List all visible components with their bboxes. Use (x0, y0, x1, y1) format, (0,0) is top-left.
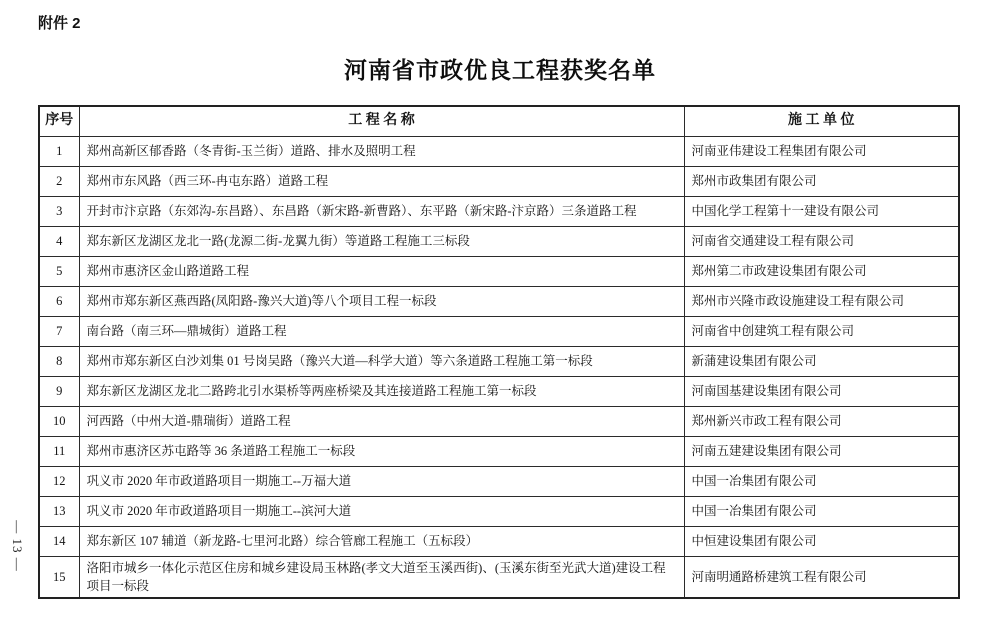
table-cell-no: 4 (39, 226, 79, 256)
table-cell-company: 郑州市政集团有限公司 (684, 166, 959, 196)
table-row (39, 466, 959, 496)
table-cell-company: 中恒建设集团有限公司 (684, 526, 959, 556)
table-cell-no: 8 (39, 346, 79, 376)
award-table (38, 105, 960, 599)
table-cell-project: 河西路（中州大道-鼎瑞街）道路工程 (79, 406, 684, 436)
table-row (39, 376, 959, 406)
page-title: 河南省市政优良工程获奖名单 (344, 57, 656, 83)
column-header-project: 工 程 名 称 (79, 106, 684, 136)
table-row (39, 166, 959, 196)
table-cell-no: 14 (39, 526, 79, 556)
table-cell-no: 3 (39, 196, 79, 226)
table-cell-no: 6 (39, 286, 79, 316)
table-row (39, 196, 959, 226)
page-number: — 13 — (10, 520, 25, 572)
table-row (39, 346, 959, 376)
column-header-no: 序号 (39, 106, 79, 136)
table-cell-project: 郑东新区 107 辅道（新龙路-七里河北路）综合管廊工程施工（五标段） (79, 526, 684, 556)
table-row (39, 496, 959, 526)
attachment-label: 附件 2 (38, 15, 81, 32)
table-row (39, 526, 959, 556)
table-row (39, 436, 959, 466)
table-cell-no: 7 (39, 316, 79, 346)
table-cell-project: 开封市汴京路（东郊沟-东昌路）、东昌路（新宋路-新曹路）、东平路（新宋路-汴京路）三条道路工程 (79, 196, 684, 226)
table-row (39, 136, 959, 166)
table-cell-company: 河南亚伟建设工程集团有限公司 (684, 136, 959, 166)
table-cell-project: 洛阳市城乡一体化示范区住房和城乡建设局玉林路(孝文大道至玉溪西街)、(玉溪东街至光武大道)建设工程项目一标段 (79, 556, 684, 598)
table-cell-company: 郑州新兴市政工程有限公司 (684, 406, 959, 436)
table-cell-company: 中国化学工程第十一建设有限公司 (684, 196, 959, 226)
table-cell-project: 郑州市郑东新区燕西路(凤阳路-豫兴大道)等八个项目工程一标段 (79, 286, 684, 316)
table-row (39, 226, 959, 256)
table-cell-no: 15 (39, 556, 79, 598)
table-row (39, 556, 959, 598)
table-row (39, 286, 959, 316)
table-cell-project: 郑东新区龙湖区龙北一路(龙源二街-龙翼九街）等道路工程施工三标段 (79, 226, 684, 256)
table-cell-company: 河南省中创建筑工程有限公司 (684, 316, 959, 346)
table-cell-company: 河南五建建设集团有限公司 (684, 436, 959, 466)
table-cell-company: 郑州第二市政建设集团有限公司 (684, 256, 959, 286)
table-cell-company: 河南省交通建设工程有限公司 (684, 226, 959, 256)
table-cell-project: 郑东新区龙湖区龙北二路跨北引水渠桥等两座桥梁及其连接道路工程施工第一标段 (79, 376, 684, 406)
table-cell-company: 郑州市兴隆市政设施建设工程有限公司 (684, 286, 959, 316)
table-cell-project: 南台路（南三环—鼎城街）道路工程 (79, 316, 684, 346)
table-cell-project: 郑州市东风路（西三环-冉屯东路）道路工程 (79, 166, 684, 196)
table-cell-project: 郑州市郑东新区白沙刘集 01 号岗吴路（豫兴大道—科学大道）等六条道路工程施工第一标段 (79, 346, 684, 376)
table-row (39, 406, 959, 436)
table-cell-project: 巩义市 2020 年市政道路项目一期施工--万福大道 (79, 466, 684, 496)
table-cell-no: 11 (39, 436, 79, 466)
table-cell-company: 河南国基建设集团有限公司 (684, 376, 959, 406)
table-header-row (39, 106, 959, 136)
table-cell-no: 2 (39, 166, 79, 196)
table-cell-company: 中国一冶集团有限公司 (684, 466, 959, 496)
table-row (39, 316, 959, 346)
table-cell-no: 13 (39, 496, 79, 526)
table-cell-no: 9 (39, 376, 79, 406)
table-cell-company: 河南明通路桥建筑工程有限公司 (684, 556, 959, 598)
table-cell-project: 郑州市惠济区苏屯路等 36 条道路工程施工一标段 (79, 436, 684, 466)
column-header-company: 施 工 单 位 (684, 106, 959, 136)
table-cell-project: 巩义市 2020 年市政道路项目一期施工--滨河大道 (79, 496, 684, 526)
table-cell-company: 中国一冶集团有限公司 (684, 496, 959, 526)
table-row (39, 256, 959, 286)
table-cell-no: 12 (39, 466, 79, 496)
table-cell-project: 郑州市惠济区金山路道路工程 (79, 256, 684, 286)
table-cell-project: 郑州高新区郁香路（冬青街-玉兰街）道路、排水及照明工程 (79, 136, 684, 166)
table-cell-company: 新蒲建设集团有限公司 (684, 346, 959, 376)
table-cell-no: 1 (39, 136, 79, 166)
table-cell-no: 10 (39, 406, 79, 436)
table-cell-no: 5 (39, 256, 79, 286)
